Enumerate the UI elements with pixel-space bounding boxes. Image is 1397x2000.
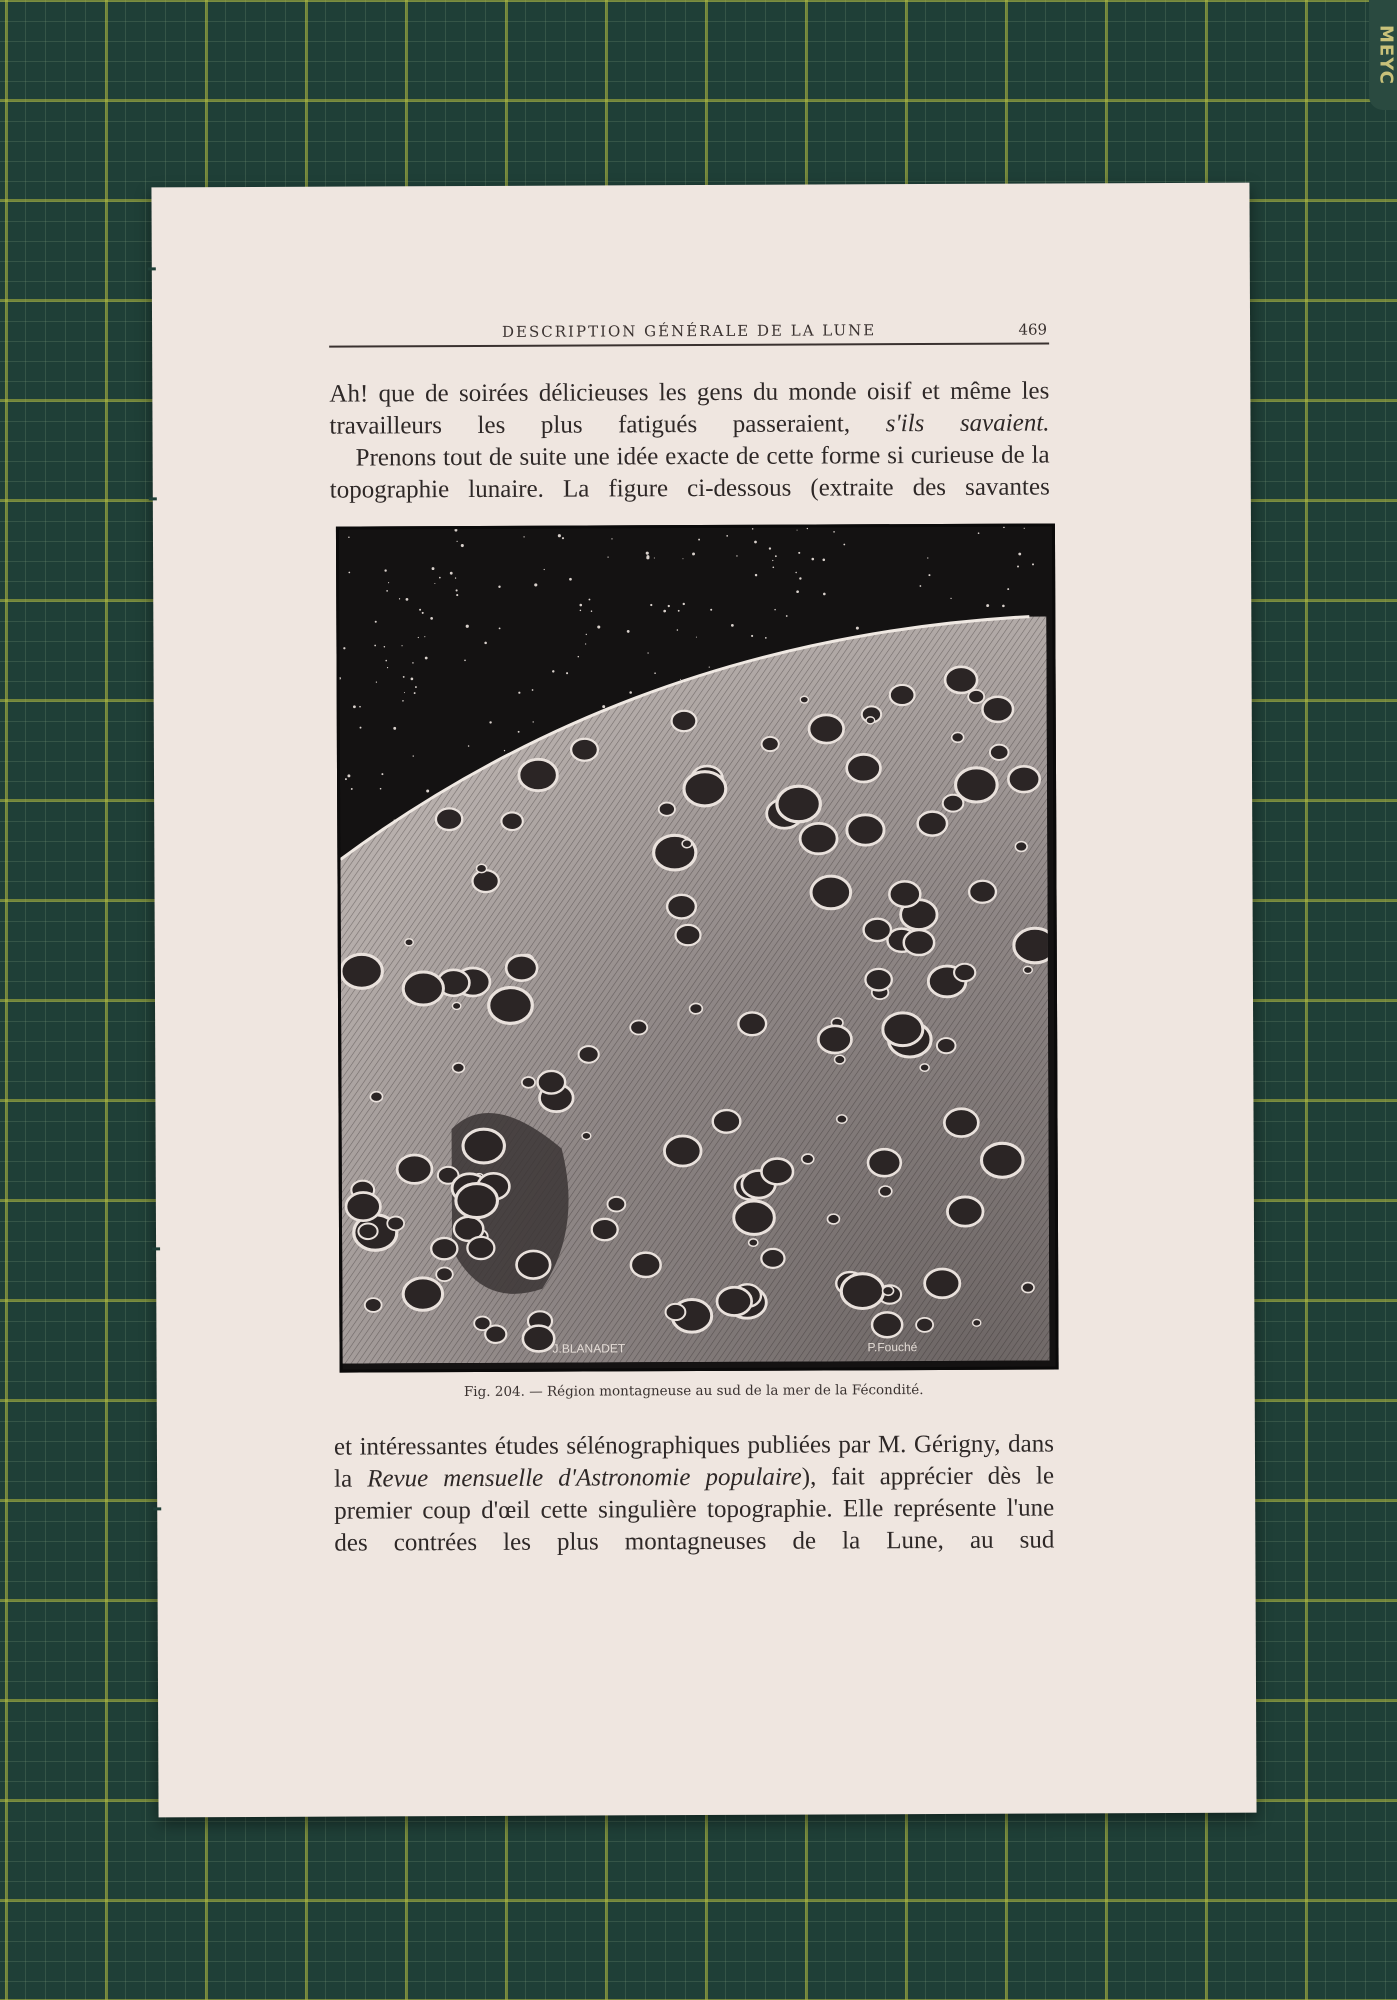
star-dot	[518, 731, 520, 733]
crater	[937, 1038, 956, 1053]
crater	[358, 1223, 377, 1239]
crater	[889, 881, 920, 907]
star-dot	[986, 604, 989, 607]
crater	[476, 864, 486, 872]
crater	[684, 772, 726, 806]
star-dot	[752, 528, 754, 530]
star-dot	[786, 615, 788, 617]
star-dot	[678, 610, 680, 612]
crater	[952, 732, 964, 742]
star-dot	[811, 558, 814, 561]
crater	[918, 812, 948, 836]
star-dot	[360, 727, 362, 729]
crater	[1008, 766, 1040, 792]
star-dot	[755, 574, 758, 577]
page-edge-notch	[152, 1247, 160, 1250]
star-dot	[646, 552, 649, 555]
star-dot	[406, 598, 409, 601]
star-dot	[464, 660, 466, 662]
paragraph-source-italic: Revue mensuelle d'Astronomie populaire	[367, 1463, 802, 1493]
crater	[947, 1197, 983, 1226]
star-dot	[414, 692, 416, 694]
star-dot	[484, 642, 487, 645]
star-dot	[532, 689, 534, 691]
crater	[865, 969, 891, 991]
star-dot	[376, 681, 377, 682]
crater	[675, 925, 700, 946]
star-dot	[683, 603, 685, 605]
crater	[847, 754, 881, 782]
crater	[837, 1115, 847, 1123]
crater	[403, 1278, 443, 1311]
star-dot	[558, 534, 561, 537]
crater	[463, 1129, 505, 1163]
star-dot	[381, 773, 383, 775]
crater	[738, 1012, 766, 1035]
star-dot	[534, 583, 537, 586]
star-dot	[393, 727, 396, 730]
crater	[501, 812, 522, 830]
star-dot	[1032, 563, 1034, 565]
crater	[809, 715, 844, 743]
star-dot	[607, 556, 608, 557]
star-dot	[430, 617, 433, 620]
crater	[667, 895, 696, 919]
star-dot	[498, 586, 500, 588]
crater	[690, 1003, 703, 1013]
star-dot	[380, 788, 382, 790]
star-dot	[422, 612, 424, 614]
crater	[866, 717, 875, 724]
paragraph-topography	[330, 439, 1050, 506]
crater	[800, 823, 837, 854]
crater	[847, 815, 884, 846]
crater	[883, 1013, 923, 1046]
crater	[1022, 1283, 1034, 1293]
crater	[631, 1253, 661, 1278]
crater	[346, 1192, 381, 1220]
star-dot	[457, 541, 458, 542]
star-dot	[579, 604, 582, 607]
star-dot	[774, 609, 776, 611]
star-dot	[403, 676, 405, 678]
star-dot	[348, 536, 350, 538]
crater	[955, 768, 997, 802]
star-dot	[450, 572, 453, 575]
crater	[607, 1197, 625, 1212]
star-dot	[978, 532, 980, 534]
mat-brand-label: MEYC	[1369, 0, 1397, 110]
star-dot	[345, 778, 347, 780]
star-dot	[415, 686, 417, 688]
crater	[802, 1154, 814, 1164]
star-dot	[796, 590, 799, 593]
moon-engraving	[336, 523, 1059, 1372]
crater	[506, 955, 537, 981]
crater	[800, 696, 808, 703]
star-dot	[468, 745, 470, 747]
star-dot	[668, 605, 670, 607]
star-dot	[343, 647, 345, 649]
crater	[592, 1219, 618, 1241]
crater	[571, 739, 598, 761]
crater	[452, 1002, 460, 1009]
crater	[1023, 966, 1032, 973]
star-dot	[602, 705, 605, 708]
crater	[387, 1217, 404, 1231]
star-dot	[663, 610, 666, 613]
star-dot	[775, 555, 777, 557]
star-dot	[795, 572, 797, 574]
paragraph-source	[334, 1428, 1055, 1559]
star-dot	[629, 691, 632, 694]
crater	[630, 1020, 647, 1034]
star-dot	[822, 558, 825, 561]
star-dot	[455, 577, 456, 578]
crater	[659, 803, 675, 816]
star-dot	[580, 610, 582, 612]
crater	[453, 1063, 465, 1073]
crater	[864, 919, 891, 942]
crater	[890, 685, 915, 705]
crater	[403, 972, 443, 1005]
crater	[916, 1318, 933, 1332]
star-dot	[426, 790, 429, 793]
crater	[749, 1239, 758, 1246]
star-dot	[418, 637, 419, 638]
star-dot	[654, 557, 655, 558]
star-dot	[1018, 553, 1021, 556]
star-dot	[731, 624, 734, 627]
star-dot	[375, 621, 377, 623]
crater	[761, 1159, 793, 1185]
page-edge-notch	[153, 1507, 161, 1510]
crater	[582, 1132, 591, 1139]
crater	[811, 876, 851, 909]
crater	[883, 1286, 894, 1295]
star-dot	[798, 552, 800, 554]
crater	[523, 1326, 555, 1352]
page-edge-notch	[149, 497, 157, 500]
crater	[579, 1046, 599, 1063]
crater	[872, 1312, 902, 1337]
star-dot	[461, 544, 464, 547]
crater	[990, 745, 1009, 760]
star-dot	[709, 666, 710, 667]
star-dot	[411, 678, 414, 681]
crater	[981, 1143, 1023, 1177]
crater	[1015, 842, 1027, 852]
star-dot	[552, 670, 554, 672]
star-dot	[413, 755, 414, 756]
crater	[489, 987, 533, 1023]
star-dot	[807, 528, 808, 529]
crater	[841, 1274, 884, 1309]
star-dot	[772, 566, 774, 568]
crater	[672, 711, 697, 732]
star-dot	[499, 627, 501, 629]
star-dot	[698, 539, 700, 541]
crater	[982, 697, 1013, 722]
star-dot	[347, 774, 350, 777]
star-dot	[523, 536, 524, 537]
crater	[762, 737, 779, 751]
star-dot	[765, 637, 767, 639]
crater	[365, 1298, 382, 1312]
crater	[519, 759, 558, 791]
star-dot	[799, 577, 801, 579]
star-dot	[562, 537, 564, 539]
crater	[405, 939, 413, 946]
star-dot	[797, 530, 798, 531]
star-dot	[726, 535, 728, 537]
star-dot	[412, 662, 414, 664]
crater	[761, 1249, 784, 1268]
engraver-signature-left: J.BLANADET	[552, 1341, 626, 1356]
star-dot	[533, 721, 534, 722]
star-dot	[736, 555, 737, 556]
star-dot	[353, 705, 356, 708]
star-dot	[404, 692, 405, 693]
crater	[666, 1304, 686, 1320]
star-dot	[401, 645, 402, 646]
star-dot	[677, 629, 679, 631]
star-dot	[402, 700, 404, 702]
star-dot	[751, 635, 753, 637]
crater	[467, 1237, 494, 1259]
star-dot	[1002, 605, 1005, 608]
paragraph-topography-text: Prenons tout de suite une idée exacte de cette forme si curieuse de la topographie lunaire. La figure ci-dessous (extraite des savantes	[329, 441, 1050, 504]
star-dot	[647, 652, 648, 653]
crater	[485, 1325, 506, 1342]
crater	[904, 930, 935, 955]
crater	[925, 1269, 960, 1298]
header-title: DESCRIPTION GÉNÉRALE DE LA LUNE	[501, 321, 877, 341]
crater	[944, 1109, 978, 1137]
crater	[920, 1064, 929, 1071]
star-dot	[920, 585, 922, 587]
star-dot	[489, 721, 491, 723]
star-dot	[439, 577, 441, 579]
crater	[522, 1077, 535, 1088]
paragraph-intro-italic: s'ils savaient.	[885, 409, 1050, 438]
crater	[777, 786, 821, 822]
star-dot	[566, 672, 568, 674]
star-dot	[351, 788, 353, 790]
star-dot	[646, 555, 649, 558]
star-dot	[569, 578, 572, 581]
crater	[879, 1186, 892, 1197]
star-dot	[823, 593, 826, 596]
star-dot	[544, 569, 545, 570]
paragraph-intro-text: Ah! que de soirées délicieuses les gens du monde oisif et même les travailleurs les plus fatigués passeraient,	[329, 377, 1050, 440]
crater	[538, 1071, 566, 1094]
star-dot	[710, 609, 712, 611]
crater	[516, 1251, 550, 1279]
crater	[968, 690, 984, 703]
star-dot	[654, 672, 656, 674]
star-dot	[585, 643, 586, 644]
star-dot	[386, 590, 388, 592]
star-dot	[374, 645, 376, 647]
crater	[954, 964, 975, 981]
star-dot	[456, 594, 458, 596]
star-dot	[856, 627, 859, 630]
star-dot	[927, 557, 928, 558]
crater	[818, 1026, 851, 1053]
star-dot	[384, 646, 386, 648]
paragraph-source-before: et intéressantes études sélénographiques publiées par M. Gérigny, dans la	[333, 1430, 1054, 1493]
crater	[713, 1110, 741, 1133]
star-dot	[950, 598, 951, 599]
paragraph-source-after: ), fait apprécier dès le premier coup d'œil cette singulière topographie. Elle représente l'une des contrées les plus montagneuses de la Lune, au sud	[334, 1462, 1055, 1557]
crater	[969, 881, 996, 903]
star-dot	[424, 636, 425, 637]
star-dot	[611, 538, 612, 539]
star-dot	[518, 692, 520, 694]
star-dot	[597, 626, 600, 629]
crater	[472, 870, 498, 892]
star-dot	[434, 583, 435, 584]
page-number: 469	[1018, 320, 1048, 339]
star-dot	[384, 569, 386, 571]
crater	[431, 1238, 457, 1260]
star-dot	[1007, 588, 1009, 590]
book-page	[151, 183, 1256, 1818]
star-dot	[425, 657, 428, 660]
star-dot	[754, 541, 757, 544]
crater	[397, 1155, 432, 1184]
star-dot	[682, 558, 683, 559]
crater	[1014, 928, 1050, 963]
star-dot	[359, 706, 361, 708]
running-header	[329, 318, 1049, 347]
crater	[973, 1319, 981, 1326]
crater	[436, 808, 462, 830]
crater	[734, 1201, 775, 1235]
crater	[682, 840, 692, 848]
star-dot	[388, 582, 389, 583]
star-dot	[578, 656, 580, 658]
star-dot	[586, 634, 587, 635]
star-dot	[769, 547, 771, 549]
crater	[436, 1267, 453, 1281]
star-dot	[692, 552, 695, 555]
star-dot	[833, 531, 835, 533]
paragraph-intro	[329, 375, 1049, 442]
star-dot	[504, 750, 505, 751]
engraver-signature-right: P.Fouché	[867, 1340, 918, 1355]
star-dot	[432, 567, 435, 570]
page-edge-notch	[148, 267, 156, 270]
star-dot	[399, 598, 400, 599]
crater	[945, 667, 977, 693]
star-dot	[455, 529, 458, 532]
crater	[370, 1092, 382, 1102]
crater	[664, 1136, 701, 1166]
star-dot	[1024, 528, 1025, 529]
figure-caption: Fig. 204. — Région montagneuse au sud de la mer de la Fécondité.	[463, 1382, 924, 1401]
crater	[868, 1149, 901, 1176]
crater	[341, 954, 383, 988]
star-dot	[466, 625, 469, 628]
star-dot	[772, 560, 773, 561]
crater	[456, 1184, 498, 1218]
star-dot	[419, 609, 421, 611]
star-dot	[696, 637, 697, 638]
moon-surface-illustration	[339, 527, 1050, 1364]
star-dot	[627, 630, 630, 633]
star-dot	[589, 599, 591, 601]
crater	[835, 1055, 845, 1064]
star-dot	[385, 660, 387, 662]
crater	[827, 1214, 839, 1224]
star-dot	[1017, 566, 1019, 568]
star-dot	[928, 574, 930, 576]
star-dot	[348, 572, 350, 574]
star-dot	[843, 544, 845, 546]
star-dot	[650, 604, 652, 606]
star-dot	[387, 667, 388, 668]
star-dot	[591, 610, 593, 612]
star-dot	[456, 589, 458, 591]
crater	[717, 1287, 752, 1315]
star-dot	[680, 679, 681, 680]
